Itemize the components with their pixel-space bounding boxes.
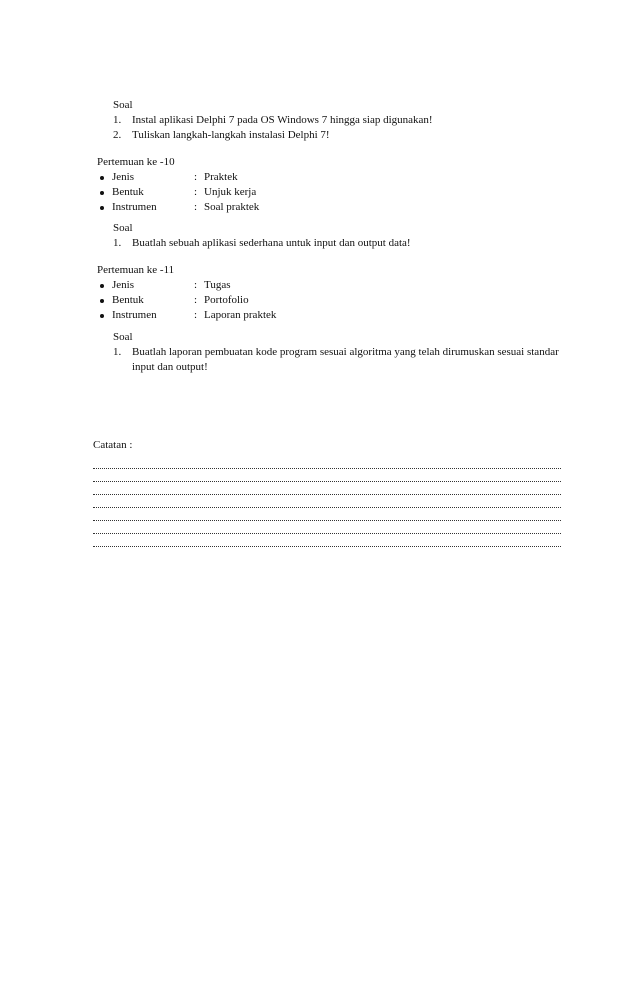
catatan-dotted-line bbox=[93, 495, 561, 508]
soal-item-text: Buatlah laporan pembuatan kode program sesuai algoritma yang telah dirumuskan sesuai standar input dan output! bbox=[132, 346, 559, 373]
soal-item-number: 2. bbox=[113, 129, 122, 141]
soal-block-11 bbox=[113, 330, 582, 375]
soal-list bbox=[113, 236, 411, 251]
field-key: Bentuk bbox=[112, 186, 144, 198]
field-value: Unjuk kerja bbox=[204, 186, 257, 198]
soal-item-number: 1. bbox=[113, 237, 122, 249]
catatan-dotted-line bbox=[93, 508, 561, 521]
soal-item-text: Tuliskan langkah-langkah instalasi Delphi 7! bbox=[132, 129, 330, 141]
field-row bbox=[97, 308, 277, 323]
meeting-11-section bbox=[97, 263, 277, 323]
field-row bbox=[97, 278, 231, 293]
field-value: Portofolio bbox=[204, 294, 249, 306]
soal-item-number: 1. bbox=[113, 346, 122, 358]
field-key: Jenis bbox=[112, 279, 134, 291]
field-row bbox=[97, 293, 249, 308]
soal-item-text: Instal aplikasi Delphi 7 pada OS Windows 7 hingga siap digunakan! bbox=[132, 114, 433, 126]
bullet-icon bbox=[100, 176, 104, 180]
soal-block-1 bbox=[113, 98, 433, 143]
bullet-icon bbox=[100, 206, 104, 210]
meeting-10-fields bbox=[97, 170, 260, 215]
catatan-label: Catatan : bbox=[93, 439, 133, 451]
field-key: Instrumen bbox=[112, 201, 157, 213]
field-value: Laporan praktek bbox=[204, 309, 277, 321]
soal-item bbox=[113, 113, 433, 128]
soal-block-10 bbox=[113, 221, 411, 251]
field-colon: : bbox=[194, 201, 198, 213]
field-value: Praktek bbox=[204, 171, 238, 183]
field-key: Bentuk bbox=[112, 294, 144, 306]
field-row bbox=[97, 170, 238, 185]
meeting-11-title: Pertemuan ke -11 bbox=[97, 264, 175, 276]
field-value: Soal praktek bbox=[204, 201, 260, 213]
meeting-10-section bbox=[97, 155, 260, 215]
soal-item bbox=[113, 236, 411, 251]
soal-item bbox=[113, 128, 433, 143]
field-colon: : bbox=[194, 309, 198, 321]
soal-item-text: Buatlah sebuah aplikasi sederhana untuk input dan output data! bbox=[132, 237, 411, 249]
bullet-icon bbox=[100, 299, 104, 303]
bullet-icon bbox=[100, 284, 104, 288]
bullet-icon bbox=[100, 191, 104, 195]
catatan-lines bbox=[93, 456, 561, 547]
meeting-10-title: Pertemuan ke -10 bbox=[97, 156, 175, 168]
soal-heading: Soal bbox=[113, 99, 133, 111]
catatan-dotted-line bbox=[93, 521, 561, 534]
field-colon: : bbox=[194, 186, 198, 198]
field-value: Tugas bbox=[204, 279, 231, 291]
soal-list bbox=[113, 345, 582, 375]
soal-list bbox=[113, 113, 433, 143]
bullet-icon bbox=[100, 314, 104, 318]
field-row bbox=[97, 185, 257, 200]
soal-heading: Soal bbox=[113, 331, 133, 343]
catatan-dotted-line bbox=[93, 482, 561, 495]
field-colon: : bbox=[194, 294, 198, 306]
field-row bbox=[97, 200, 260, 215]
catatan-dotted-line bbox=[93, 456, 561, 469]
field-key: Jenis bbox=[112, 171, 134, 183]
catatan-dotted-line bbox=[93, 469, 561, 482]
soal-heading: Soal bbox=[113, 222, 133, 234]
field-key: Instrumen bbox=[112, 309, 157, 321]
soal-item bbox=[113, 345, 582, 375]
catatan-dotted-line bbox=[93, 534, 561, 547]
meeting-11-fields bbox=[97, 278, 277, 323]
field-colon: : bbox=[194, 171, 198, 183]
field-colon: : bbox=[194, 279, 198, 291]
soal-item-number: 1. bbox=[113, 114, 122, 126]
catatan-section bbox=[93, 438, 561, 547]
